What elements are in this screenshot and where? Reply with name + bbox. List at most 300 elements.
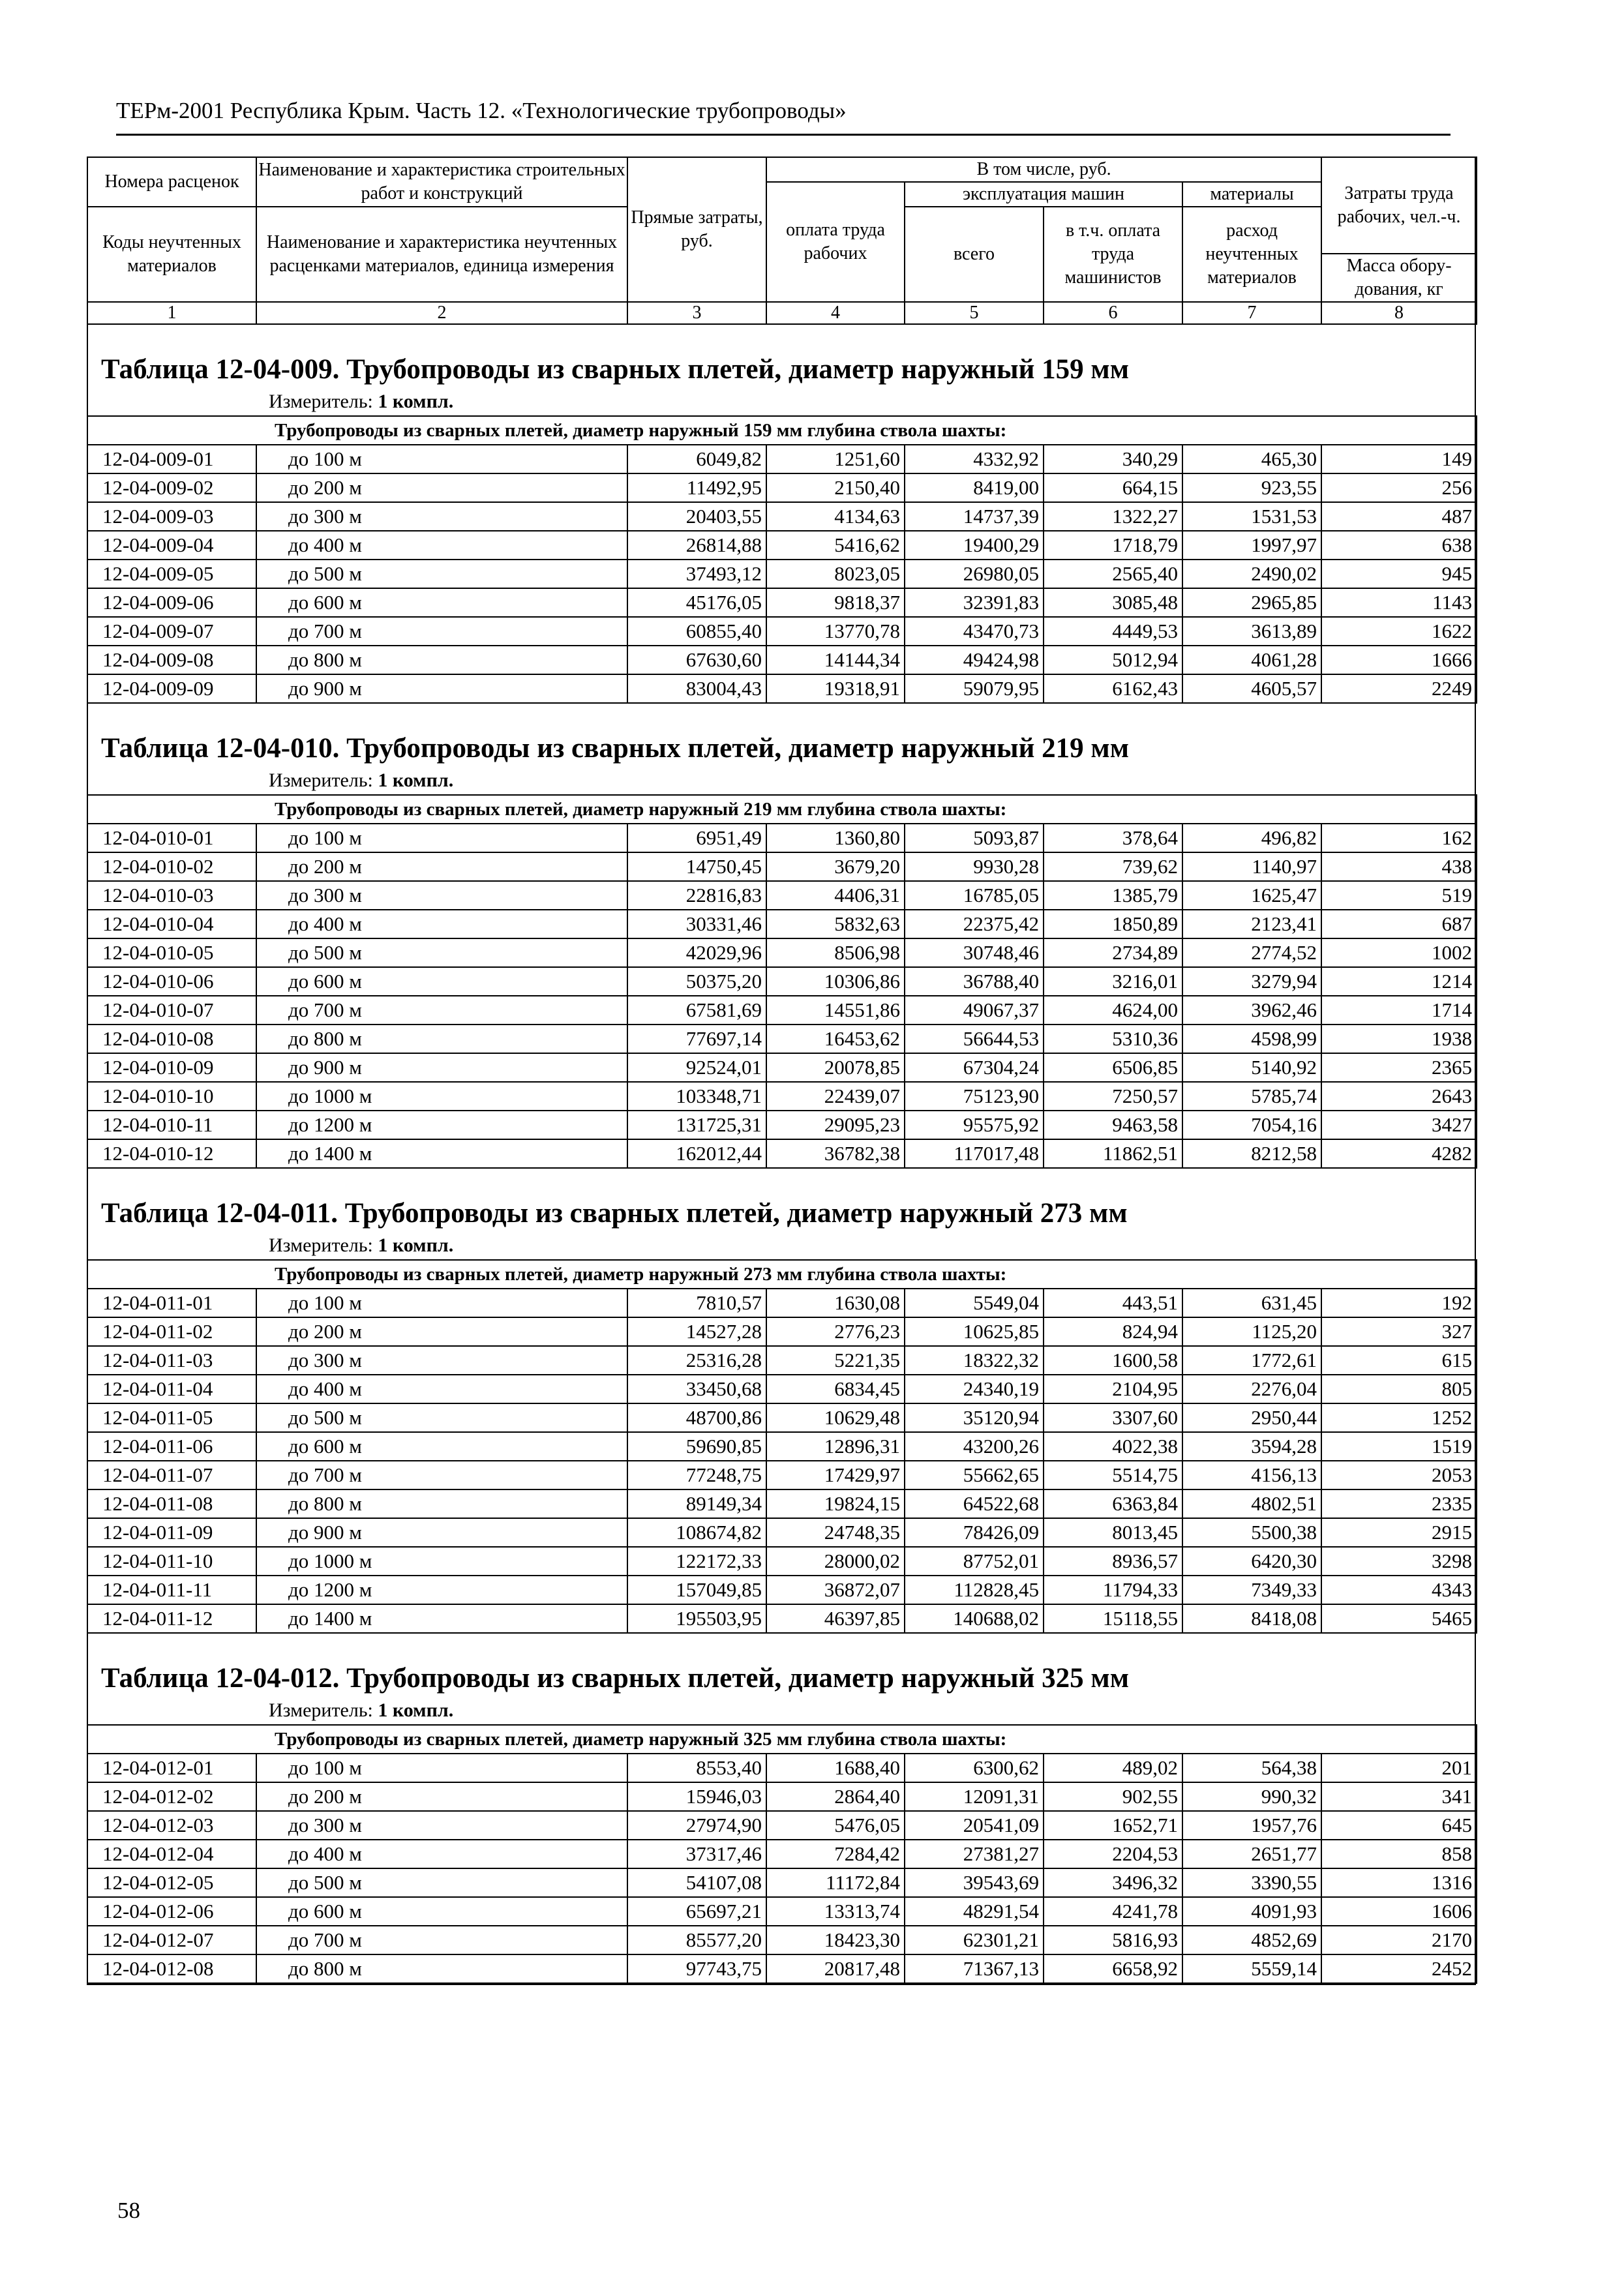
header-including: В том числе, руб. [766, 157, 1321, 182]
value-c8: 805 [1321, 1375, 1477, 1403]
value-c7: 1125,20 [1182, 1317, 1321, 1346]
depth-name: до 800 м [256, 1025, 627, 1053]
value-c3: 108674,82 [627, 1518, 766, 1547]
value-c6: 1652,71 [1044, 1811, 1182, 1840]
value-c3: 15946,03 [627, 1782, 766, 1811]
value-c7: 3594,28 [1182, 1432, 1321, 1461]
rate-code: 12-04-009-02 [87, 473, 256, 502]
column-number: 7 [1182, 302, 1321, 324]
depth-name: до 300 м [256, 502, 627, 531]
value-c8: 858 [1321, 1840, 1477, 1868]
value-c3: 8553,40 [627, 1754, 766, 1782]
measure-label: Измеритель: [269, 1699, 373, 1721]
column-number: 6 [1044, 302, 1182, 324]
depth-name: до 800 м [256, 1954, 627, 1983]
table-row [87, 1489, 1477, 1518]
value-c3: 77697,14 [627, 1025, 766, 1053]
rate-code: 12-04-010-05 [87, 938, 256, 967]
value-c7: 8212,58 [1182, 1139, 1321, 1168]
value-c8: 4343 [1321, 1576, 1477, 1604]
table-row [87, 646, 1477, 674]
rate-code: 12-04-010-07 [87, 996, 256, 1025]
value-c3: 65697,21 [627, 1897, 766, 1926]
rate-code: 12-04-012-05 [87, 1868, 256, 1897]
value-c7: 3613,89 [1182, 617, 1321, 646]
rate-code: 12-04-011-06 [87, 1432, 256, 1461]
measure-value: 1 компл. [378, 391, 454, 412]
depth-name: до 200 м [256, 1782, 627, 1811]
value-c4: 24748,35 [766, 1518, 905, 1547]
value-c5: 27381,27 [905, 1840, 1044, 1868]
header-operator-pay: в т.ч. оплата труда машинистов [1044, 207, 1182, 302]
depth-name: до 1400 м [256, 1139, 627, 1168]
value-c4: 14144,34 [766, 646, 905, 674]
rate-code: 12-04-011-10 [87, 1547, 256, 1576]
measure-value: 1 компл. [378, 770, 454, 791]
value-c3: 162012,44 [627, 1139, 766, 1168]
measure-label: Измеритель: [269, 391, 373, 412]
value-c6: 11862,51 [1044, 1139, 1182, 1168]
value-c6: 3085,48 [1044, 588, 1182, 617]
value-c8: 2365 [1321, 1053, 1477, 1082]
value-c4: 2864,40 [766, 1782, 905, 1811]
depth-name: до 500 м [256, 560, 627, 588]
value-c6: 2104,95 [1044, 1375, 1182, 1403]
value-c7: 5500,38 [1182, 1518, 1321, 1547]
value-c4: 17429,97 [766, 1461, 905, 1489]
value-c6: 6658,92 [1044, 1954, 1182, 1983]
value-c5: 22375,42 [905, 910, 1044, 938]
value-c6: 9463,58 [1044, 1111, 1182, 1139]
value-c4: 22439,07 [766, 1082, 905, 1111]
table-row [87, 1461, 1477, 1489]
table-row [87, 1375, 1477, 1403]
value-c6: 8936,57 [1044, 1547, 1182, 1576]
column-number: 3 [627, 302, 766, 324]
rate-code: 12-04-012-03 [87, 1811, 256, 1840]
table-row [87, 1053, 1477, 1082]
rate-code: 12-04-009-05 [87, 560, 256, 588]
value-c6: 4624,00 [1044, 996, 1182, 1025]
value-c7: 465,30 [1182, 445, 1321, 473]
depth-name: до 400 м [256, 1375, 627, 1403]
value-c7: 4061,28 [1182, 646, 1321, 674]
value-c7: 2490,02 [1182, 560, 1321, 588]
value-c3: 37317,46 [627, 1840, 766, 1868]
value-c4: 1360,80 [766, 824, 905, 852]
table-row [87, 1926, 1477, 1954]
value-c7: 4091,93 [1182, 1897, 1321, 1926]
value-c8: 1666 [1321, 646, 1477, 674]
value-c5: 4332,92 [905, 445, 1044, 473]
rates-table [87, 794, 1477, 1169]
table-row [87, 502, 1477, 531]
value-c8: 2335 [1321, 1489, 1477, 1518]
value-c5: 14737,39 [905, 502, 1044, 531]
depth-name: до 400 м [256, 910, 627, 938]
table-row [87, 1346, 1477, 1375]
depth-name: до 800 м [256, 1489, 627, 1518]
value-c3: 33450,68 [627, 1375, 766, 1403]
rate-code: 12-04-011-07 [87, 1461, 256, 1489]
value-c7: 4605,57 [1182, 674, 1321, 703]
rate-code: 12-04-010-12 [87, 1139, 256, 1168]
table-row [87, 910, 1477, 938]
table-title: Таблица 12-04-011. Трубопроводы из сварных плетей, диаметр наружный 273 мм [101, 1198, 1128, 1229]
depth-name: до 300 м [256, 1811, 627, 1840]
value-c7: 3962,46 [1182, 996, 1321, 1025]
value-c4: 18423,30 [766, 1926, 905, 1954]
value-c6: 3307,60 [1044, 1403, 1182, 1432]
value-c3: 14527,28 [627, 1317, 766, 1346]
value-c8: 1519 [1321, 1432, 1477, 1461]
value-c4: 20817,48 [766, 1954, 905, 1983]
value-c7: 1772,61 [1182, 1346, 1321, 1375]
table-row [87, 674, 1477, 703]
value-c6: 5816,93 [1044, 1926, 1182, 1954]
table-row [87, 967, 1477, 996]
value-c7: 1957,76 [1182, 1811, 1321, 1840]
table-row [87, 938, 1477, 967]
value-c6: 3216,01 [1044, 967, 1182, 996]
value-c8: 1622 [1321, 617, 1477, 646]
value-c3: 42029,96 [627, 938, 766, 967]
value-c5: 43200,26 [905, 1432, 1044, 1461]
value-c5: 112828,45 [905, 1576, 1044, 1604]
value-c5: 55662,65 [905, 1461, 1044, 1489]
depth-name: до 200 м [256, 1317, 627, 1346]
table-title: Таблица 12-04-012. Трубопроводы из сварных плетей, диаметр наружный 325 мм [101, 1663, 1129, 1694]
value-c6: 2734,89 [1044, 938, 1182, 967]
table-row [87, 1082, 1477, 1111]
value-c5: 8419,00 [905, 473, 1044, 502]
value-c3: 27974,90 [627, 1811, 766, 1840]
subheader: Трубопроводы из сварных плетей, диаметр наружный 159 мм глубина ствола шахты: [87, 416, 1477, 445]
depth-name: до 600 м [256, 1897, 627, 1926]
rate-code: 12-04-012-07 [87, 1926, 256, 1954]
value-c3: 97743,75 [627, 1954, 766, 1983]
table-row [87, 1025, 1477, 1053]
value-c3: 131725,31 [627, 1111, 766, 1139]
value-c5: 35120,94 [905, 1403, 1044, 1432]
price-table [87, 157, 1476, 1985]
value-c6: 1600,58 [1044, 1346, 1182, 1375]
value-c7: 5140,92 [1182, 1053, 1321, 1082]
header-work-name: Наименование и характеристика строительных работ и конструкций [256, 157, 627, 207]
value-c4: 11172,84 [766, 1868, 905, 1897]
value-c6: 15118,55 [1044, 1604, 1182, 1633]
value-c4: 6834,45 [766, 1375, 905, 1403]
rate-code: 12-04-011-11 [87, 1576, 256, 1604]
value-c8: 687 [1321, 910, 1477, 938]
value-c8: 438 [1321, 852, 1477, 881]
table-section [88, 1169, 1475, 1634]
depth-name: до 300 м [256, 881, 627, 910]
value-c8: 2170 [1321, 1926, 1477, 1954]
table-row [87, 881, 1477, 910]
value-c6: 1850,89 [1044, 910, 1182, 938]
value-c5: 26980,05 [905, 560, 1044, 588]
value-c4: 9818,37 [766, 588, 905, 617]
rate-code: 12-04-009-07 [87, 617, 256, 646]
value-c4: 29095,23 [766, 1111, 905, 1139]
header-unaccounted-consumption: расход неучтенных материалов [1182, 207, 1321, 302]
rate-code: 12-04-011-09 [87, 1518, 256, 1547]
column-header [87, 157, 1477, 325]
value-c3: 67581,69 [627, 996, 766, 1025]
value-c3: 20403,55 [627, 502, 766, 531]
depth-name: до 1000 м [256, 1547, 627, 1576]
table-row [87, 445, 1477, 473]
value-c5: 10625,85 [905, 1317, 1044, 1346]
value-c7: 3279,94 [1182, 967, 1321, 996]
value-c7: 564,38 [1182, 1754, 1321, 1782]
value-c7: 990,32 [1182, 1782, 1321, 1811]
value-c4: 19318,91 [766, 674, 905, 703]
rate-code: 12-04-009-01 [87, 445, 256, 473]
value-c6: 378,64 [1044, 824, 1182, 852]
value-c8: 638 [1321, 531, 1477, 560]
value-c4: 1251,60 [766, 445, 905, 473]
table-row [87, 1289, 1477, 1317]
depth-name: до 600 м [256, 967, 627, 996]
rate-code: 12-04-012-02 [87, 1782, 256, 1811]
rate-code: 12-04-011-05 [87, 1403, 256, 1432]
header-materials: материалы [1182, 182, 1321, 207]
value-c6: 340,29 [1044, 445, 1182, 473]
value-c4: 13313,74 [766, 1897, 905, 1926]
table-row [87, 1139, 1477, 1168]
depth-name: до 100 м [256, 445, 627, 473]
subheader: Трубопроводы из сварных плетей, диаметр наружный 325 мм глубина ствола шахты: [87, 1725, 1477, 1754]
value-c7: 2651,77 [1182, 1840, 1321, 1868]
rates-table [87, 1724, 1477, 1984]
rate-code: 12-04-010-10 [87, 1082, 256, 1111]
value-c5: 56644,53 [905, 1025, 1044, 1053]
value-c7: 496,82 [1182, 824, 1321, 852]
running-head: ТЕРм-2001 Республика Крым. Часть 12. «Технологические трубопроводы» [116, 98, 847, 123]
value-c7: 3390,55 [1182, 1868, 1321, 1897]
value-c4: 36782,38 [766, 1139, 905, 1168]
table-row [87, 1811, 1477, 1840]
value-c3: 67630,60 [627, 646, 766, 674]
table-row [87, 1840, 1477, 1868]
table-section [88, 704, 1475, 1169]
value-c4: 8023,05 [766, 560, 905, 588]
value-c3: 48700,86 [627, 1403, 766, 1432]
rate-code: 12-04-012-06 [87, 1897, 256, 1926]
value-c4: 46397,85 [766, 1604, 905, 1633]
value-c4: 5832,63 [766, 910, 905, 938]
value-c8: 4282 [1321, 1139, 1477, 1168]
value-c3: 92524,01 [627, 1053, 766, 1082]
depth-name: до 1400 м [256, 1604, 627, 1633]
depth-name: до 900 м [256, 1518, 627, 1547]
table-row [87, 852, 1477, 881]
value-c8: 149 [1321, 445, 1477, 473]
rate-code: 12-04-009-03 [87, 502, 256, 531]
value-c8: 615 [1321, 1346, 1477, 1375]
value-c8: 201 [1321, 1754, 1477, 1782]
value-c8: 1002 [1321, 938, 1477, 967]
value-c5: 18322,32 [905, 1346, 1044, 1375]
value-c4: 8506,98 [766, 938, 905, 967]
rate-code: 12-04-009-09 [87, 674, 256, 703]
value-c6: 1385,79 [1044, 881, 1182, 910]
value-c3: 122172,33 [627, 1547, 766, 1576]
header-machines-total: всего [905, 207, 1044, 302]
header-machine-operation: эксплуатация машин [905, 182, 1182, 207]
measure-label: Измеритель: [269, 770, 373, 791]
column-number: 5 [905, 302, 1044, 324]
value-c8: 162 [1321, 824, 1477, 852]
value-c5: 64522,68 [905, 1489, 1044, 1518]
column-numbers [87, 302, 1477, 324]
depth-name: до 700 м [256, 1926, 627, 1954]
value-c4: 5476,05 [766, 1811, 905, 1840]
column-number: 4 [766, 302, 905, 324]
measure-line [88, 388, 1475, 415]
value-c8: 2452 [1321, 1954, 1477, 1983]
value-c6: 6162,43 [1044, 674, 1182, 703]
depth-name: до 100 м [256, 824, 627, 852]
value-c7: 923,55 [1182, 473, 1321, 502]
value-c4: 14551,86 [766, 996, 905, 1025]
value-c5: 12091,31 [905, 1782, 1044, 1811]
column-number: 8 [1321, 302, 1477, 324]
depth-name: до 900 м [256, 674, 627, 703]
value-c3: 37493,12 [627, 560, 766, 588]
value-c6: 739,62 [1044, 852, 1182, 881]
value-c5: 5093,87 [905, 824, 1044, 852]
table-row [87, 617, 1477, 646]
value-c8: 192 [1321, 1289, 1477, 1317]
value-c8: 1316 [1321, 1868, 1477, 1897]
value-c7: 5785,74 [1182, 1082, 1321, 1111]
column-number: 1 [87, 302, 256, 324]
table-row [87, 1518, 1477, 1547]
value-c6: 4449,53 [1044, 617, 1182, 646]
value-c5: 95575,92 [905, 1111, 1044, 1139]
value-c8: 2915 [1321, 1518, 1477, 1547]
value-c4: 1630,08 [766, 1289, 905, 1317]
value-c7: 4156,13 [1182, 1461, 1321, 1489]
depth-name: до 1000 м [256, 1082, 627, 1111]
value-c8: 1938 [1321, 1025, 1477, 1053]
depth-name: до 1200 м [256, 1111, 627, 1139]
value-c7: 2123,41 [1182, 910, 1321, 938]
depth-name: до 500 м [256, 1403, 627, 1432]
value-c6: 443,51 [1044, 1289, 1182, 1317]
value-c8: 5465 [1321, 1604, 1477, 1633]
rate-code: 12-04-011-03 [87, 1346, 256, 1375]
value-c6: 4022,38 [1044, 1432, 1182, 1461]
value-c6: 6506,85 [1044, 1053, 1182, 1082]
column-number: 2 [256, 302, 627, 324]
value-c5: 32391,83 [905, 588, 1044, 617]
table-title: Таблица 12-04-009. Трубопроводы из сварных плетей, диаметр наружный 159 мм [101, 354, 1129, 385]
header-unaccounted-materials: Наименование и характеристика неучтенных расценками материалов, единица измерения [256, 207, 627, 302]
value-c3: 45176,05 [627, 588, 766, 617]
depth-name: до 400 м [256, 531, 627, 560]
value-c7: 2276,04 [1182, 1375, 1321, 1403]
value-c8: 2249 [1321, 674, 1477, 703]
depth-name: до 100 м [256, 1289, 627, 1317]
value-c4: 3679,20 [766, 852, 905, 881]
rate-code: 12-04-010-08 [87, 1025, 256, 1053]
value-c6: 5012,94 [1044, 646, 1182, 674]
value-c3: 6049,82 [627, 445, 766, 473]
table-row [87, 1317, 1477, 1346]
value-c4: 36872,07 [766, 1576, 905, 1604]
depth-name: до 500 м [256, 938, 627, 967]
value-c7: 2774,52 [1182, 938, 1321, 967]
value-c4: 12896,31 [766, 1432, 905, 1461]
value-c5: 117017,48 [905, 1139, 1044, 1168]
header-rate-numbers: Номера расценок [87, 157, 256, 207]
value-c8: 487 [1321, 502, 1477, 531]
header-direct-costs: Прямые затраты, руб. [627, 157, 766, 302]
value-c4: 4406,31 [766, 881, 905, 910]
value-c5: 59079,95 [905, 674, 1044, 703]
value-c7: 1997,97 [1182, 531, 1321, 560]
rate-code: 12-04-011-12 [87, 1604, 256, 1633]
value-c8: 1252 [1321, 1403, 1477, 1432]
rate-code: 12-04-009-04 [87, 531, 256, 560]
rate-code: 12-04-011-04 [87, 1375, 256, 1403]
header-unaccounted-codes: Коды неучтенных материалов [87, 207, 256, 302]
value-c5: 67304,24 [905, 1053, 1044, 1082]
depth-name: до 300 м [256, 1346, 627, 1375]
header-labor-costs: Затраты труда рабочих, чел.-ч. [1321, 157, 1477, 254]
value-c3: 11492,95 [627, 473, 766, 502]
depth-name: до 100 м [256, 1754, 627, 1782]
value-c5: 48291,54 [905, 1897, 1044, 1926]
value-c4: 5416,62 [766, 531, 905, 560]
depth-name: до 900 м [256, 1053, 627, 1082]
table-row [87, 1576, 1477, 1604]
value-c7: 1625,47 [1182, 881, 1321, 910]
value-c7: 7349,33 [1182, 1576, 1321, 1604]
value-c4: 19824,15 [766, 1489, 905, 1518]
value-c4: 1688,40 [766, 1754, 905, 1782]
table-row [87, 588, 1477, 617]
rate-code: 12-04-011-01 [87, 1289, 256, 1317]
measure-line [88, 1697, 1475, 1724]
depth-name: до 600 м [256, 588, 627, 617]
measure-value: 1 компл. [378, 1699, 454, 1721]
depth-name: до 400 м [256, 1840, 627, 1868]
value-c3: 6951,49 [627, 824, 766, 852]
table-row [87, 1954, 1477, 1983]
table-row [87, 1432, 1477, 1461]
value-c5: 5549,04 [905, 1289, 1044, 1317]
value-c5: 71367,13 [905, 1954, 1044, 1983]
value-c3: 157049,85 [627, 1576, 766, 1604]
value-c7: 4802,51 [1182, 1489, 1321, 1518]
value-c7: 5559,14 [1182, 1954, 1321, 1983]
value-c4: 20078,85 [766, 1053, 905, 1082]
table-row [87, 1604, 1477, 1633]
table-row [87, 1547, 1477, 1576]
value-c5: 43470,73 [905, 617, 1044, 646]
value-c5: 140688,02 [905, 1604, 1044, 1633]
value-c7: 2950,44 [1182, 1403, 1321, 1432]
value-c8: 341 [1321, 1782, 1477, 1811]
value-c8: 645 [1321, 1811, 1477, 1840]
value-c3: 77248,75 [627, 1461, 766, 1489]
table-sections [88, 325, 1475, 1984]
